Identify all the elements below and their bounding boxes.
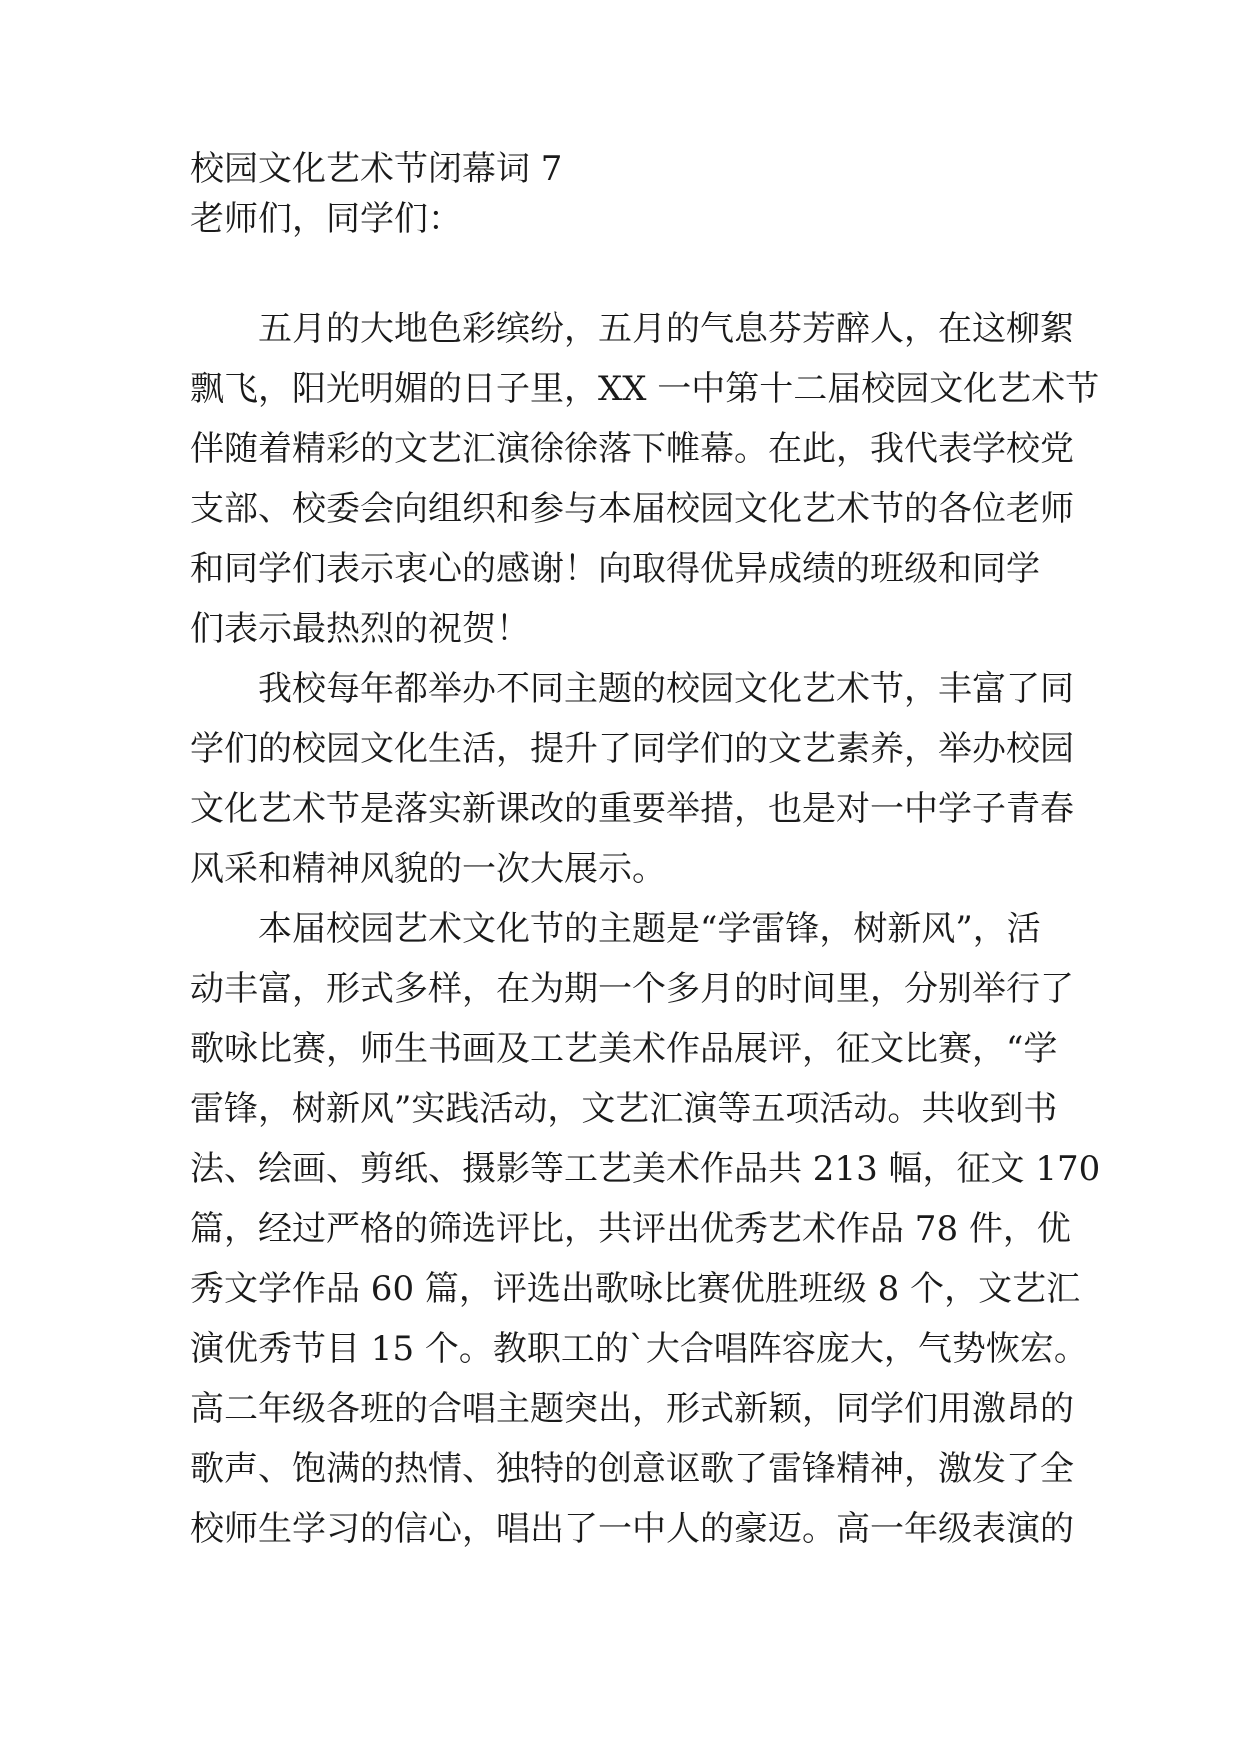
paragraph-line: 校师生学习的信心，唱出了一中人的豪迈。高一年级表演的 — [190, 1509, 1074, 1549]
paragraph-line: 伴随着精彩的文艺汇演徐徐落下帷幕。在此，我代表学校党 — [190, 429, 1074, 469]
paragraph-line: 法、绘画、剪纸、摄影等工艺美术作品共 213 幅，征文 170 — [190, 1149, 1101, 1189]
paragraph-line: 文化艺术节是落实新课改的重要举措，也是对一中学子青春 — [190, 789, 1074, 829]
salutation: 老师们，同学们： — [190, 199, 462, 239]
paragraph-line: 篇，经过严格的筛选评比，共评出优秀艺术作品 78 件，优 — [190, 1209, 1071, 1249]
paragraph-line: 动丰富，形式多样，在为期一个多月的时间里，分别举行了 — [190, 969, 1074, 1009]
paragraph-line: 学们的校园文化生活，提升了同学们的文艺素养，举办校园 — [190, 729, 1074, 769]
paragraph-line: 我校每年都举办不同主题的校园文化艺术节，丰富了同 — [258, 669, 1074, 709]
paragraph-line: 本届校园艺术文化节的主题是“学雷锋，树新风”，活 — [258, 909, 1041, 949]
paragraph-line: 秀文学作品 60 篇，评选出歌咏比赛优胜班级 8 个，文艺汇 — [190, 1269, 1081, 1309]
paragraph-line: 飘飞，阳光明媚的日子里，XX 一中第十二届校园文化艺术节 — [190, 369, 1100, 409]
paragraph-line: 们表示最热烈的祝贺！ — [190, 609, 530, 649]
document-title: 校园文化艺术节闭幕词 7 — [190, 149, 563, 189]
paragraph-line: 高二年级各班的合唱主题突出，形式新颖，同学们用激昂的 — [190, 1389, 1074, 1429]
paragraph-line: 歌声、饱满的热情、独特的创意讴歌了雷锋精神，激发了全 — [190, 1449, 1074, 1489]
paragraph-line: 演优秀节目 15 个。教职工的`大合唱阵容庞大，气势恢宏。 — [190, 1329, 1088, 1369]
paragraph-line: 和同学们表示衷心的感谢！向取得优异成绩的班级和同学 — [190, 549, 1040, 589]
paragraph-line: 五月的大地色彩缤纷，五月的气息芬芳醉人，在这柳絮 — [258, 309, 1074, 349]
paragraph-line: 歌咏比赛，师生书画及工艺美术作品展评，征文比赛，“学 — [190, 1029, 1058, 1069]
paragraph-line: 支部、校委会向组织和参与本届校园文化艺术节的各位老师 — [190, 489, 1074, 529]
paragraph-line: 风采和精神风貌的一次大展示。 — [190, 849, 666, 889]
paragraph-line: 雷锋，树新风”实践活动，文艺汇演等五项活动。共收到书 — [190, 1089, 1058, 1129]
